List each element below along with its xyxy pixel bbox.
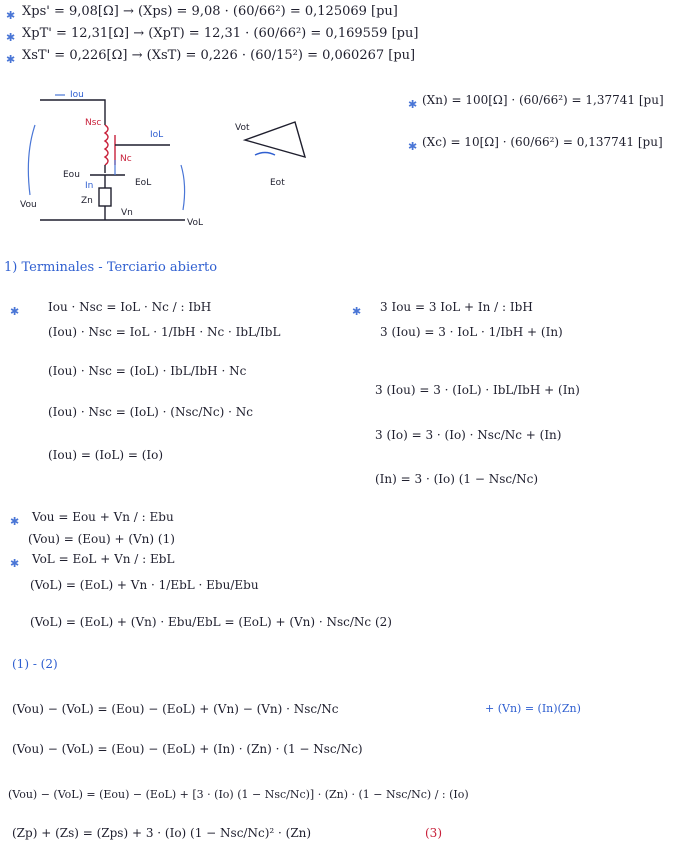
label-iol: IoL [150, 130, 164, 140]
current-eq-2: (Iou) · Nsc = IoL · 1/IbH · Nc · IbL/IbL [48, 325, 281, 339]
final-eq-1: (Vou) − (VoL) = (Eou) − (EoL) + (Vn) − (Vn) · Nsc/Nc [12, 702, 339, 716]
label-eot: Eot [270, 178, 285, 188]
pu-conversion-xst: XsT' = 0,226[Ω] → (XsT) = 0,226 · (60/15²) = 0,060267 [pu] [22, 48, 416, 63]
label-nc: Nc [120, 154, 132, 164]
neutral-eq-4: 3 (Io) = 3 · (Io) · Nsc/Nc + (In) [375, 428, 562, 442]
section-title [4, 260, 217, 275]
neutral-eq-3: 3 (Iou) = 3 · (IoL) · IbL/IbH + (In) [375, 383, 580, 397]
voltage-eq-2: (Vou) = (Eou) + (Vn) (1) [28, 532, 175, 546]
voltage-eq-4: (VoL) = (EoL) + Vn · 1/EbL · Ebu/Ebu [30, 578, 259, 592]
side-note: + (Vn) = (In)(Zn) [485, 702, 581, 715]
bullet: ✱ [408, 140, 418, 153]
label-nsc: Nsc [85, 118, 102, 128]
voltage-eq-3: VoL = EoL + Vn / : EbL [32, 552, 175, 566]
label-in: In [85, 181, 94, 191]
final-eq-2: (Vou) − (VoL) = (Eou) − (EoL) + (In) · (Zn) · (1 − Nsc/Nc) [12, 742, 363, 756]
label-iou: Iou [70, 90, 84, 100]
voltage-eq-1: Vou = Eou + Vn / : Ebu [32, 510, 174, 524]
label-vot: Vot [235, 123, 250, 133]
label-eou: Eou [63, 170, 80, 180]
pu-conversion-xpt: XpT' = 12,31[Ω] → (XpT) = 12,31 · (60/66²) = 0,169559 [pu] [22, 26, 419, 41]
label-vn: Vn [121, 208, 133, 218]
label-eol: EoL [135, 178, 152, 188]
section-title-text: 1) Terminales - Terciario abierto [4, 260, 218, 275]
bullet: ✱ [6, 31, 16, 44]
bullet: ✱ [10, 515, 20, 528]
pu-conversion-xn: (Xn) = 100[Ω] · (60/66²) = 1,37741 [pu] [422, 93, 664, 107]
neutral-eq-2: 3 (Iou) = 3 · IoL · 1/IbH + (In) [380, 325, 563, 339]
pu-conversion-xps: Xps' = 9,08[Ω] → (Xps) = 9,08 · (60/66²) = 0,125069 [pu] [22, 4, 398, 19]
label-zn: Zn [81, 196, 93, 206]
transformer-circuit-diagram [15, 85, 335, 235]
voltage-eq-5: (VoL) = (EoL) + (Vn) · Ebu/EbL = (EoL) + (Vn) · Nsc/Nc (2) [30, 615, 392, 629]
neutral-eq-1: 3 Iou = 3 IoL + In / : IbH [380, 300, 533, 314]
difference-label: (1) - (2) [12, 657, 58, 671]
current-eq-5: (Iou) = (IoL) = (Io) [48, 448, 164, 462]
bullet: ✱ [6, 9, 16, 22]
equation-number-3: (3) [425, 826, 442, 840]
final-eq-3: (Vou) − (VoL) = (Eou) − (EoL) + [3 · (Io) (1 − Nsc/Nc)] · (Zn) · (1 − Nsc/Nc) / : (Io) [8, 788, 469, 801]
neutral-eq-5: (In) = 3 · (Io) (1 − Nsc/Nc) [375, 472, 539, 486]
bullet: ✱ [352, 305, 362, 318]
current-eq-1: Iou · Nsc = IoL · Nc / : IbH [48, 300, 212, 314]
label-vol: VoL [187, 218, 203, 228]
bullet: ✱ [10, 557, 20, 570]
current-eq-4: (Iou) · Nsc = (IoL) · (Nsc/Nc) · Nc [48, 405, 253, 419]
label-vou: Vou [20, 200, 37, 210]
pu-conversion-xc: (Xc) = 10[Ω] · (60/66²) = 0,137741 [pu] [422, 135, 663, 149]
bullet: ✱ [6, 53, 16, 66]
bullet: ✱ [10, 305, 20, 318]
current-eq-3: (Iou) · Nsc = (IoL) · IbL/IbH · Nc [48, 364, 247, 378]
bullet: ✱ [408, 98, 418, 111]
final-eq-4: (Zp) + (Zs) = (Zps) + 3 · (Io) (1 − Nsc/Nc)² · (Zn) [12, 826, 312, 840]
